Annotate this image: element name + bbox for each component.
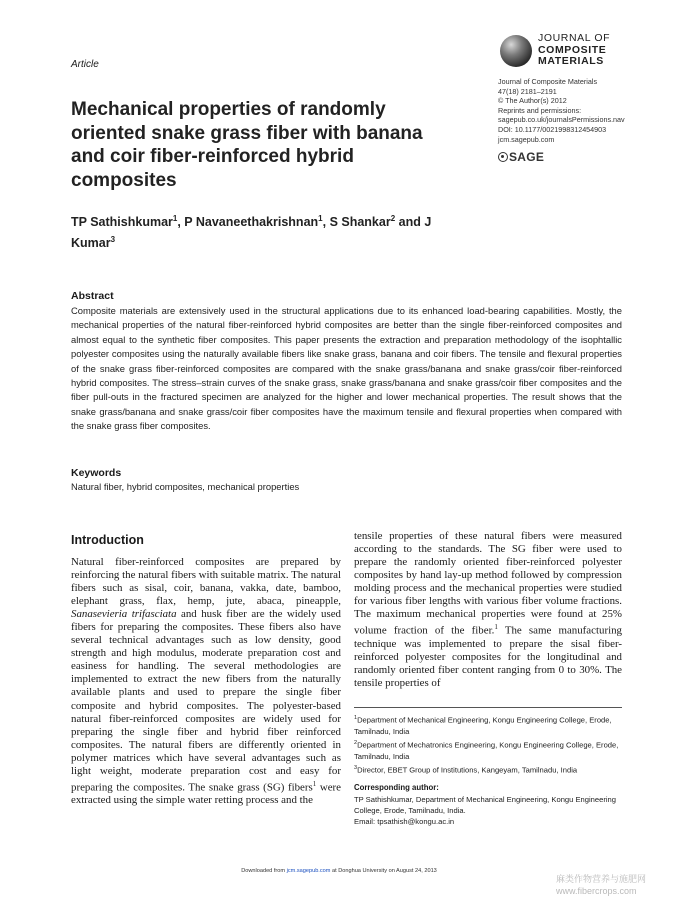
author-name: J Kumar bbox=[71, 215, 432, 251]
intro-text: and husk fiber are the widely used fibers for preparing the composites. These fibers also have several technical advantages such as low density, good strength and high modulus, moderate preparation cost and easiness for handling. The several methodologies are implemented to extract the new fibers from the naturally available plants and used to prepare the single fiber composite and hybrid composites. The polyester-based natural fiber-reinforced composites are widely used for preparing the single fiber and hybrid fiber reinforced composites. The natural fibers are differently oriented in polymer matrices which have several advantages such as light weight, moderate preparation cost and easy for preparing the composites. The snake grass (SG) fibers bbox=[71, 608, 341, 794]
abstract-body: Composite materials are extensively used in the structural applications due to its enhanced load-bearing capabilities. Mostly, the mechanical properties of the natural fiber-reinforced hybrid composites are better than the single fiber-reinforced composites and almost equal to the synthetic fiber composites. This paper presents the extraction and preparation methodology of the isophtallic polyester composites using the naturally available fibers like snake grass, banana and coir fibers. The tensile and flexural properties of the snake grass fiber-reinforced composites are compared with the snake grass/banana and snake grass/coir fiber-reinforced hybrid composites. The stress–strain curves of the snake grass, snake grass/banana and snake grass/coir fiber composites and the fiber pull-outs in the fractured specimen are analyzed for the higher and lower mechanical properties. The result shows that the snake grass/banana and snake grass/coir fiber composites have the maximum tensile and flexural properties when compared with the snake grass fiber composites. bbox=[71, 305, 622, 432]
author-affiliation-marker: 1 bbox=[318, 214, 323, 223]
corresponding-author-email[interactable]: Email: tpsathish@kongu.ac.in bbox=[354, 817, 455, 826]
citation-marker[interactable]: 1 bbox=[312, 779, 317, 788]
article-type-label: Article bbox=[71, 59, 99, 70]
logo-line-2: COMPOSITE bbox=[538, 43, 607, 56]
meta-reprints: Reprints and permissions: bbox=[498, 105, 582, 115]
author-affiliation-marker: 1 bbox=[172, 214, 178, 223]
citation-marker[interactable]: 1 bbox=[494, 623, 498, 632]
species-name: Sanasevieria trifasciata bbox=[71, 608, 177, 621]
affiliation-text: Director, EBET Group of Institutions, Kangeyam, Tamilnadu, India bbox=[357, 765, 578, 775]
affiliation-marker: 3 bbox=[354, 764, 358, 771]
intro-text: tensile properties of these natural fibers were measured according to the standards. The SG fiber were used to prepare the randomly oriented fiber-reinforced polyester composites by hand lay-up method followed by compression molding process and the mechanical properties were studied for various fiber lengths with various fiber volume fractions. The maximum mechanical properties were found at 25% volume fraction of the fiber. bbox=[354, 530, 622, 637]
corresponding-author-heading: Corresponding author: bbox=[354, 783, 439, 792]
introduction-column-right bbox=[354, 530, 622, 690]
author-affiliation-marker: 3 bbox=[110, 235, 116, 245]
intro-text: The same manufacturing technique was implemented to prepare the sisal fiber-reinforced polyester composites for the longitudinal and randomly oriented fiber content ranging from 0 to 30%. The tensile properties of bbox=[354, 624, 622, 690]
keywords-list: Natural fiber, hybrid composites, mechanical properties bbox=[71, 481, 300, 492]
introduction-heading: Introduction bbox=[71, 533, 144, 547]
affiliation-item bbox=[354, 763, 622, 776]
download-prefix: Downloaded from bbox=[241, 868, 287, 874]
sage-logo-text: SAGE bbox=[509, 150, 545, 164]
affiliation-item bbox=[354, 738, 622, 762]
sage-logo bbox=[498, 150, 544, 164]
meta-website-link[interactable]: jcm.sagepub.com bbox=[498, 134, 555, 144]
author-list: TP Sathishkumar$^1$, P Navaneethakrishnan$^1$, S Shankar$^2$ and J Kumar$^3$ bbox=[71, 214, 432, 251]
author-name: S Shankar bbox=[329, 215, 391, 230]
sage-mark-icon bbox=[498, 152, 508, 162]
watermark-url: www.fibercrops.com bbox=[556, 886, 637, 896]
author-name: TP Sathishkumar bbox=[71, 215, 173, 230]
author-affiliation-marker: 2 bbox=[390, 214, 396, 223]
journal-logo-sphere-icon bbox=[500, 35, 532, 67]
keywords-heading: Keywords bbox=[71, 467, 122, 479]
corresponding-author-address: TP Sathishkumar, Department of Mechanical Engineering, Kongu Engineering College, Erode, Tamilnadu, India. bbox=[354, 795, 616, 815]
affiliation-item bbox=[354, 713, 622, 737]
intro-text: were extracted using the simple water retting process and the bbox=[71, 781, 341, 807]
meta-journal-name: Journal of Composite Materials bbox=[498, 77, 598, 86]
corresponding-author-details bbox=[354, 794, 622, 827]
footnote-divider bbox=[354, 707, 622, 708]
download-link[interactable]: jcm.sagepub.com bbox=[286, 868, 331, 874]
affiliation-marker: 2 bbox=[354, 739, 358, 746]
intro-text: Natural fiber-reinforced composites are prepared by reinforcing the natural fibers with suitable matrix. The natural fibers such as sisal, coir, banana, vakka, date, bamboo, elephant grass, flax, hemp, jute, abaca, pineapple, bbox=[71, 556, 341, 608]
site-watermark bbox=[556, 873, 646, 897]
affiliations bbox=[354, 713, 622, 777]
affiliation-text: Department of Mechanical Engineering, Kongu Engineering College, Erode, Tamilnadu, India bbox=[354, 715, 612, 736]
logo-line-3: MATERIALS bbox=[538, 55, 604, 67]
download-suffix: at Donghua University on August 24, 2013 bbox=[330, 868, 437, 874]
article-title: Mechanical properties of randomly oriented snake grass fiber with banana and coir fiber-reinforced hybrid composites bbox=[71, 99, 423, 191]
watermark-title: 麻类作物营养与施肥网 bbox=[556, 874, 647, 884]
meta-volume: 47(18) 2181–2191 bbox=[498, 86, 557, 96]
meta-copyright: © The Author(s) 2012 bbox=[498, 96, 567, 106]
affiliation-text: Department of Mechatronics Engineering, Kongu Engineering College, Erode, Tamilnadu, India bbox=[354, 740, 619, 761]
journal-meta bbox=[498, 77, 625, 144]
journal-logo-text bbox=[538, 33, 610, 68]
logo-line-1: JOURNAL OF bbox=[538, 32, 611, 44]
author-name: P Navaneethakrishnan bbox=[184, 215, 319, 230]
affiliation-marker: 1 bbox=[354, 715, 358, 721]
journal-logo[interactable] bbox=[498, 33, 648, 73]
abstract-heading: Abstract bbox=[71, 290, 114, 302]
meta-doi[interactable]: DOI: 10.1177/0021998312454903 bbox=[498, 124, 607, 134]
introduction-column-left bbox=[71, 556, 341, 808]
meta-permissions-link[interactable]: sagepub.co.uk/journalsPermissions.nav bbox=[498, 115, 625, 125]
